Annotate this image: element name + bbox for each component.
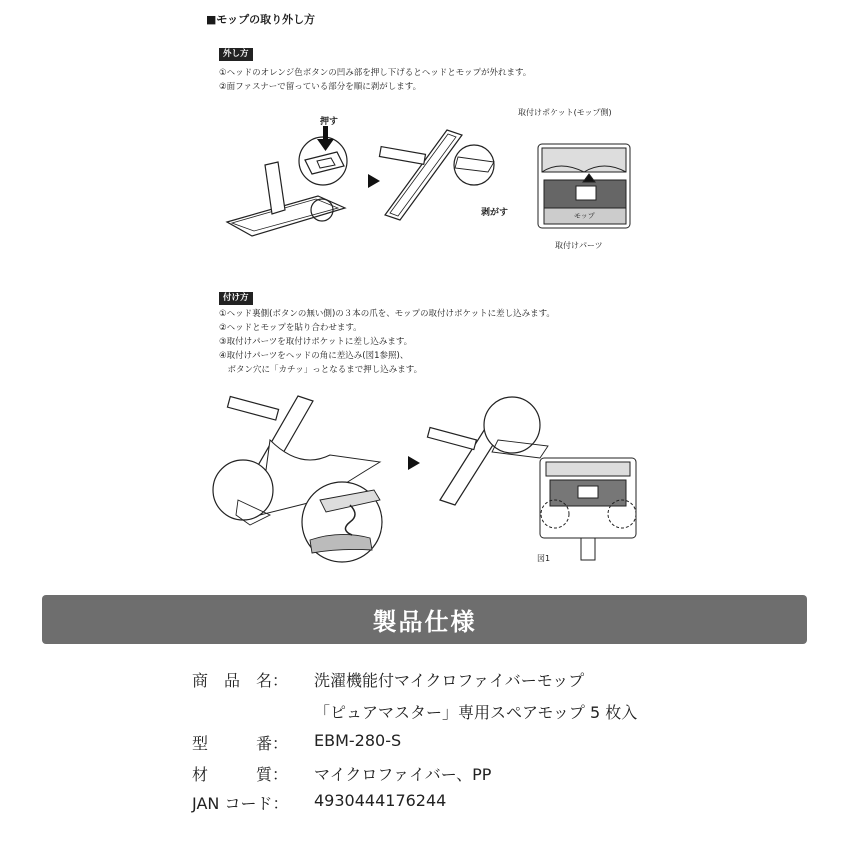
removal-step-1: ①ヘッドのオレンジ色ボタンの凹み部を押し下げるとヘッドとモップが外れます。 (219, 68, 532, 78)
spec-value-name: 洗濯機能付マイクロファイバーモップ (314, 671, 585, 690)
spec-banner-title: 製品仕様 (372, 608, 477, 636)
spec-value-name-cont: 「ピュアマスター」専用スペアモップ 5 枚入 (314, 703, 638, 722)
spec-value-model: EBM-280-S (314, 731, 402, 750)
step-arrow-icon (408, 456, 420, 470)
removal-tag: 外し方 (219, 48, 253, 61)
spec-value-material: マイクロファイバー、PP (314, 765, 492, 784)
attach-step-4-cont: ボタン穴に「カチッ」っとなるまで押し込みます。 (219, 365, 423, 375)
removal-step-2: ②面ファスナーで留っている部分を順に剥がします。 (219, 82, 422, 92)
attach-step-4: ④取付けパーツをヘッドの角に差込み(図1参照)、 (219, 351, 409, 361)
label-peel: 剥がす (481, 208, 509, 218)
attached-head-illustration (427, 397, 548, 505)
label-pocket: 取付けポケット(モップ側) (518, 108, 612, 117)
spec-value-jan: 4930444176244 (314, 791, 447, 810)
spec-label-jan: JAN コード： (192, 794, 289, 813)
label-parts: 取付けパーツ (555, 241, 603, 250)
spec-label-model: 型 番： (192, 734, 289, 753)
fig-label: 図1 (537, 554, 551, 563)
attach-head-illustration (213, 396, 382, 562)
section-title: ■モップの取り外し方 (206, 13, 316, 26)
label-mop: モップ (574, 212, 595, 220)
fig1-detail-illustration (540, 458, 636, 560)
attach-step-3: ③取付けパーツを取付けポケットに差し込みます。 (219, 337, 413, 347)
label-push: 押す (320, 117, 339, 127)
attach-step-2: ②ヘッドとモップを貼り合わせます。 (219, 323, 362, 333)
spec-label-name: 商 品 名： (192, 671, 289, 690)
attach-step-1: ①ヘッド裏側(ボタンの無い側)の３本の爪を、モップの取付けポケットに差し込みます。 (219, 309, 555, 319)
attach-tag: 付け方 (219, 292, 253, 305)
spec-label-material: 材 質： (192, 765, 289, 784)
spec-banner (42, 595, 807, 644)
